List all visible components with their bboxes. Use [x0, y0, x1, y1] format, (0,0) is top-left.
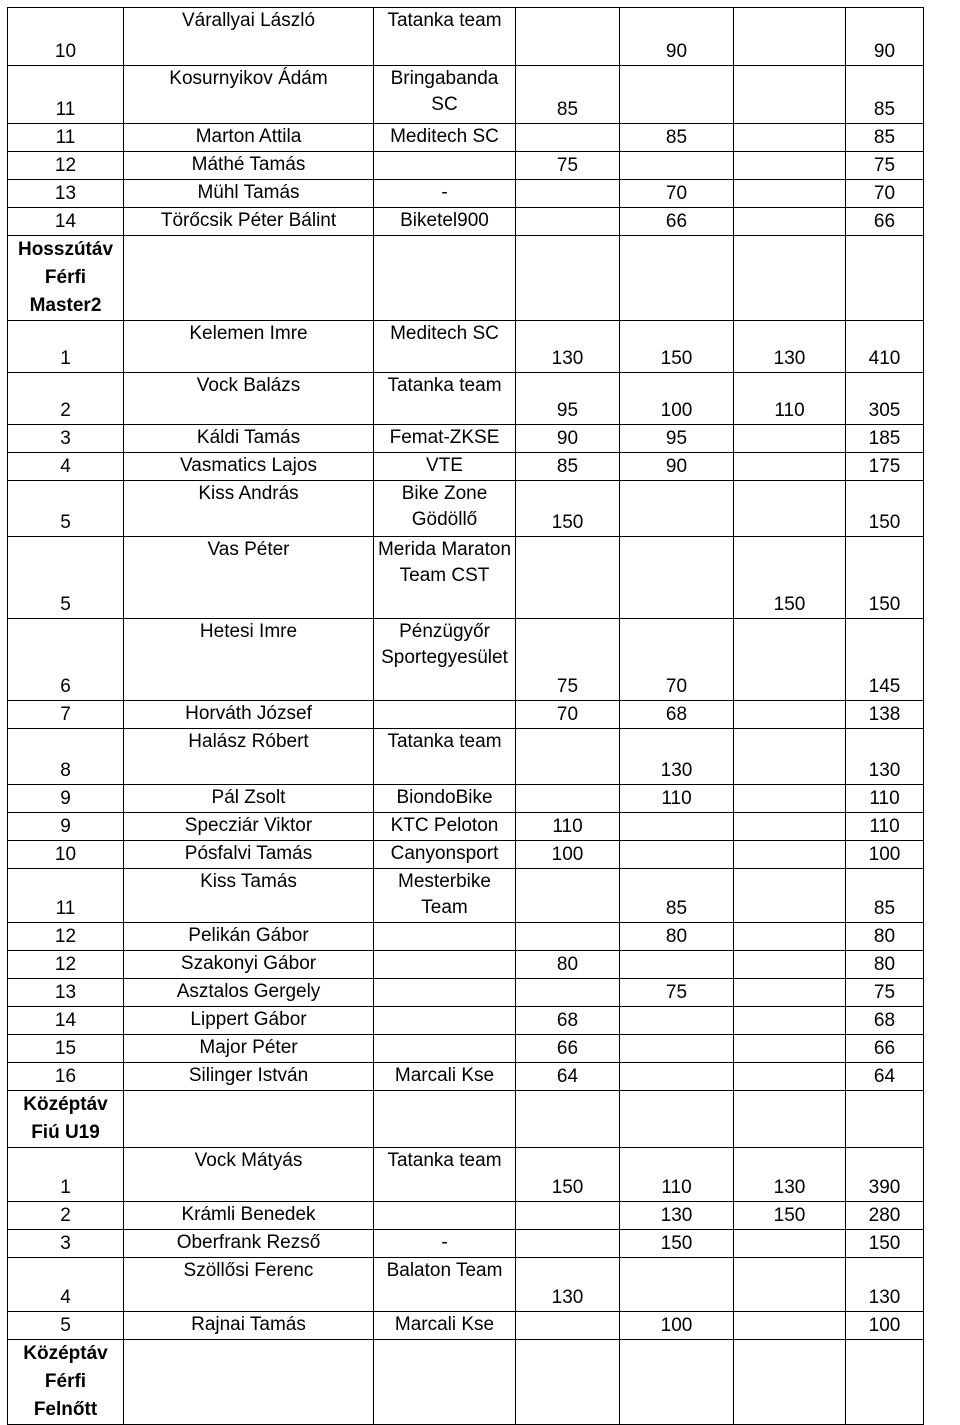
team-cell [374, 1007, 516, 1035]
total-cell: 85 [846, 66, 924, 124]
total-cell: 85 [846, 124, 924, 152]
score-3-cell [734, 979, 846, 1007]
name-cell: Szakonyi Gábor [124, 951, 374, 979]
score-1-cell: 95 [516, 373, 620, 425]
total-cell: 410 [846, 321, 924, 373]
rank-cell: 1 [8, 1148, 124, 1202]
total-cell: 150 [846, 537, 924, 619]
rank-cell: 5 [8, 1312, 124, 1340]
score-3-cell [734, 951, 846, 979]
rank-cell: 4 [8, 1258, 124, 1312]
name-cell: Törőcsik Péter Bálint [124, 208, 374, 236]
score-3-cell [734, 1312, 846, 1340]
table-row [8, 1007, 924, 1035]
score-2-cell [620, 1007, 734, 1035]
score-3-cell [734, 1063, 846, 1091]
score-2-cell: 85 [620, 869, 734, 923]
total-cell: 80 [846, 923, 924, 951]
total-cell: 80 [846, 951, 924, 979]
empty-cell [516, 1340, 620, 1425]
score-1-cell: 75 [516, 152, 620, 180]
table-row [8, 453, 924, 481]
total-cell: 145 [846, 619, 924, 701]
table-row [8, 152, 924, 180]
table-row [8, 425, 924, 453]
table-row [8, 1258, 924, 1312]
rank-cell: 13 [8, 180, 124, 208]
rank-cell: 3 [8, 425, 124, 453]
empty-cell [620, 1091, 734, 1148]
rank-cell: 12 [8, 951, 124, 979]
score-2-cell: 130 [620, 1202, 734, 1230]
score-3-cell [734, 785, 846, 813]
score-1-cell: 68 [516, 1007, 620, 1035]
score-1-cell [516, 124, 620, 152]
score-1-cell: 64 [516, 1063, 620, 1091]
name-cell: Pál Zsolt [124, 785, 374, 813]
table-row [8, 8, 924, 66]
empty-cell [124, 1340, 374, 1425]
results-table [7, 7, 924, 1425]
score-2-cell [620, 66, 734, 124]
score-2-cell: 90 [620, 8, 734, 66]
team-cell: Pénzügyőr Sportegyesület [374, 619, 516, 701]
total-cell: 75 [846, 152, 924, 180]
rank-cell: 4 [8, 453, 124, 481]
rank-cell: 10 [8, 8, 124, 66]
table-row [8, 785, 924, 813]
table-row [8, 951, 924, 979]
score-1-cell [516, 1202, 620, 1230]
team-cell [374, 701, 516, 729]
score-3-cell [734, 481, 846, 537]
score-3-cell [734, 124, 846, 152]
score-2-cell: 90 [620, 453, 734, 481]
results-body [8, 8, 924, 1425]
total-cell: 175 [846, 453, 924, 481]
score-3-cell [734, 152, 846, 180]
table-row [8, 923, 924, 951]
name-cell: Marton Attila [124, 124, 374, 152]
rank-cell: 16 [8, 1063, 124, 1091]
score-2-cell: 66 [620, 208, 734, 236]
team-cell: Meditech SC [374, 321, 516, 373]
team-cell: Tatanka team [374, 1148, 516, 1202]
total-cell: 138 [846, 701, 924, 729]
name-cell: Krámli Benedek [124, 1202, 374, 1230]
score-1-cell [516, 8, 620, 66]
score-1-cell: 100 [516, 841, 620, 869]
score-1-cell: 66 [516, 1035, 620, 1063]
empty-cell [620, 1340, 734, 1425]
team-cell [374, 951, 516, 979]
total-cell: 90 [846, 8, 924, 66]
score-2-cell: 150 [620, 321, 734, 373]
score-1-cell: 90 [516, 425, 620, 453]
name-cell: Hetesi Imre [124, 619, 374, 701]
table-row [8, 869, 924, 923]
category-row [8, 1091, 924, 1148]
name-cell: Specziár Viktor [124, 813, 374, 841]
score-2-cell [620, 537, 734, 619]
team-cell: KTC Peloton [374, 813, 516, 841]
score-3-cell [734, 841, 846, 869]
team-cell: Tatanka team [374, 8, 516, 66]
name-cell: Halász Róbert [124, 729, 374, 785]
name-cell: Oberfrank Rezső [124, 1230, 374, 1258]
rank-cell: 2 [8, 373, 124, 425]
total-cell: 110 [846, 785, 924, 813]
score-1-cell [516, 1230, 620, 1258]
team-cell: - [374, 180, 516, 208]
score-1-cell: 85 [516, 453, 620, 481]
team-cell: Canyonsport [374, 841, 516, 869]
rank-cell: 14 [8, 208, 124, 236]
score-1-cell [516, 208, 620, 236]
empty-cell [374, 1091, 516, 1148]
rank-cell: 8 [8, 729, 124, 785]
table-row [8, 537, 924, 619]
score-3-cell: 150 [734, 1202, 846, 1230]
rank-cell: 7 [8, 701, 124, 729]
score-2-cell: 85 [620, 124, 734, 152]
score-3-cell [734, 1007, 846, 1035]
name-cell: Vasmatics Lajos [124, 453, 374, 481]
score-2-cell: 70 [620, 180, 734, 208]
team-cell: Femat-ZKSE [374, 425, 516, 453]
empty-cell [516, 236, 620, 321]
score-2-cell [620, 951, 734, 979]
rank-cell: 6 [8, 619, 124, 701]
score-2-cell: 75 [620, 979, 734, 1007]
table-row [8, 373, 924, 425]
team-cell: VTE [374, 453, 516, 481]
team-cell: - [374, 1230, 516, 1258]
table-row [8, 1063, 924, 1091]
team-cell: Tatanka team [374, 729, 516, 785]
score-2-cell: 68 [620, 701, 734, 729]
score-1-cell: 70 [516, 701, 620, 729]
empty-cell [374, 1340, 516, 1425]
name-cell: Vas Péter [124, 537, 374, 619]
name-cell: Pelikán Gábor [124, 923, 374, 951]
table-row [8, 66, 924, 124]
score-3-cell [734, 453, 846, 481]
team-cell [374, 923, 516, 951]
team-cell: Bringabanda SC [374, 66, 516, 124]
total-cell: 150 [846, 1230, 924, 1258]
total-cell: 66 [846, 208, 924, 236]
team-cell: Marcali Kse [374, 1312, 516, 1340]
table-row [8, 813, 924, 841]
table-row [8, 1148, 924, 1202]
score-1-cell: 80 [516, 951, 620, 979]
table-row [8, 321, 924, 373]
score-2-cell [620, 1258, 734, 1312]
empty-cell [620, 236, 734, 321]
score-1-cell: 130 [516, 321, 620, 373]
score-1-cell [516, 923, 620, 951]
team-cell [374, 1035, 516, 1063]
name-cell: Major Péter [124, 1035, 374, 1063]
rank-cell: 9 [8, 813, 124, 841]
table-row [8, 180, 924, 208]
table-row [8, 124, 924, 152]
category-label: Hosszútáv Férfi Master2 [8, 236, 124, 321]
name-cell: Rajnai Tamás [124, 1312, 374, 1340]
score-3-cell [734, 425, 846, 453]
name-cell: Kiss András [124, 481, 374, 537]
score-3-cell: 130 [734, 1148, 846, 1202]
score-3-cell [734, 208, 846, 236]
score-3-cell [734, 1258, 846, 1312]
score-3-cell: 130 [734, 321, 846, 373]
table-row [8, 701, 924, 729]
team-cell: Biketel900 [374, 208, 516, 236]
name-cell: Vock Balázs [124, 373, 374, 425]
total-cell: 150 [846, 481, 924, 537]
score-1-cell: 110 [516, 813, 620, 841]
empty-cell [846, 236, 924, 321]
name-cell: Lippert Gábor [124, 1007, 374, 1035]
rank-cell: 11 [8, 869, 124, 923]
empty-cell [124, 1091, 374, 1148]
empty-cell [734, 1340, 846, 1425]
rank-cell: 5 [8, 481, 124, 537]
empty-cell [846, 1091, 924, 1148]
score-1-cell [516, 180, 620, 208]
total-cell: 305 [846, 373, 924, 425]
category-row [8, 236, 924, 321]
score-2-cell [620, 841, 734, 869]
name-cell: Asztalos Gergely [124, 979, 374, 1007]
total-cell: 110 [846, 813, 924, 841]
rank-cell: 11 [8, 66, 124, 124]
total-cell: 280 [846, 1202, 924, 1230]
rank-cell: 15 [8, 1035, 124, 1063]
rank-cell: 1 [8, 321, 124, 373]
name-cell: Várallyai László [124, 8, 374, 66]
name-cell: Kelemen Imre [124, 321, 374, 373]
score-3-cell [734, 1230, 846, 1258]
score-2-cell [620, 481, 734, 537]
score-3-cell [734, 619, 846, 701]
table-row [8, 1035, 924, 1063]
category-label: Középtáv Férfi Felnőtt [8, 1340, 124, 1425]
score-2-cell: 80 [620, 923, 734, 951]
category-row [8, 1340, 924, 1425]
table-row [8, 1312, 924, 1340]
name-cell: Horváth József [124, 701, 374, 729]
empty-cell [846, 1340, 924, 1425]
table-row [8, 1230, 924, 1258]
score-2-cell: 110 [620, 785, 734, 813]
score-1-cell: 130 [516, 1258, 620, 1312]
score-2-cell: 150 [620, 1230, 734, 1258]
team-cell: Tatanka team [374, 373, 516, 425]
score-2-cell [620, 1063, 734, 1091]
total-cell: 70 [846, 180, 924, 208]
score-3-cell [734, 813, 846, 841]
total-cell: 100 [846, 841, 924, 869]
rank-cell: 10 [8, 841, 124, 869]
team-cell: BiondoBike [374, 785, 516, 813]
team-cell: Merida Maraton Team CST [374, 537, 516, 619]
score-1-cell [516, 537, 620, 619]
table-row [8, 1202, 924, 1230]
score-2-cell: 100 [620, 1312, 734, 1340]
empty-cell [374, 236, 516, 321]
rank-cell: 3 [8, 1230, 124, 1258]
rank-cell: 12 [8, 923, 124, 951]
score-1-cell [516, 869, 620, 923]
team-cell [374, 1202, 516, 1230]
score-3-cell [734, 869, 846, 923]
total-cell: 75 [846, 979, 924, 1007]
rank-cell: 5 [8, 537, 124, 619]
table-row [8, 979, 924, 1007]
score-2-cell [620, 813, 734, 841]
category-label: Középtáv Fiú U19 [8, 1091, 124, 1148]
empty-cell [124, 236, 374, 321]
table-row [8, 481, 924, 537]
score-1-cell [516, 979, 620, 1007]
name-cell: Vock Mátyás [124, 1148, 374, 1202]
empty-cell [516, 1091, 620, 1148]
table-row [8, 208, 924, 236]
total-cell: 185 [846, 425, 924, 453]
score-3-cell [734, 180, 846, 208]
team-cell: Mesterbike Team [374, 869, 516, 923]
total-cell: 100 [846, 1312, 924, 1340]
name-cell: Szöllősi Ferenc [124, 1258, 374, 1312]
rank-cell: 9 [8, 785, 124, 813]
rank-cell: 11 [8, 124, 124, 152]
empty-cell [734, 1091, 846, 1148]
score-3-cell [734, 8, 846, 66]
table-row [8, 729, 924, 785]
rank-cell: 12 [8, 152, 124, 180]
team-cell: Balaton Team [374, 1258, 516, 1312]
total-cell: 85 [846, 869, 924, 923]
total-cell: 130 [846, 1258, 924, 1312]
score-2-cell: 95 [620, 425, 734, 453]
score-2-cell: 70 [620, 619, 734, 701]
score-2-cell [620, 1035, 734, 1063]
total-cell: 64 [846, 1063, 924, 1091]
table-row [8, 841, 924, 869]
team-cell: Meditech SC [374, 124, 516, 152]
name-cell: Mühl Tamás [124, 180, 374, 208]
score-1-cell: 150 [516, 481, 620, 537]
table-row [8, 619, 924, 701]
rank-cell: 2 [8, 1202, 124, 1230]
name-cell: Kiss Tamás [124, 869, 374, 923]
name-cell: Máthé Tamás [124, 152, 374, 180]
score-3-cell [734, 66, 846, 124]
name-cell: Kosurnyikov Ádám [124, 66, 374, 124]
team-cell: Marcali Kse [374, 1063, 516, 1091]
score-3-cell [734, 729, 846, 785]
score-1-cell [516, 1312, 620, 1340]
score-3-cell: 110 [734, 373, 846, 425]
team-cell [374, 979, 516, 1007]
total-cell: 66 [846, 1035, 924, 1063]
score-1-cell: 85 [516, 66, 620, 124]
score-3-cell [734, 1035, 846, 1063]
score-1-cell: 75 [516, 619, 620, 701]
team-cell [374, 152, 516, 180]
empty-cell [734, 236, 846, 321]
rank-cell: 14 [8, 1007, 124, 1035]
score-2-cell: 130 [620, 729, 734, 785]
score-3-cell [734, 923, 846, 951]
score-2-cell: 110 [620, 1148, 734, 1202]
name-cell: Pósfalvi Tamás [124, 841, 374, 869]
score-3-cell [734, 701, 846, 729]
score-1-cell [516, 729, 620, 785]
score-2-cell [620, 152, 734, 180]
name-cell: Káldi Tamás [124, 425, 374, 453]
score-1-cell: 150 [516, 1148, 620, 1202]
rank-cell: 13 [8, 979, 124, 1007]
name-cell: Silinger István [124, 1063, 374, 1091]
total-cell: 390 [846, 1148, 924, 1202]
total-cell: 68 [846, 1007, 924, 1035]
score-1-cell [516, 785, 620, 813]
score-2-cell: 100 [620, 373, 734, 425]
team-cell: Bike Zone Gödöllő [374, 481, 516, 537]
total-cell: 130 [846, 729, 924, 785]
score-3-cell: 150 [734, 537, 846, 619]
